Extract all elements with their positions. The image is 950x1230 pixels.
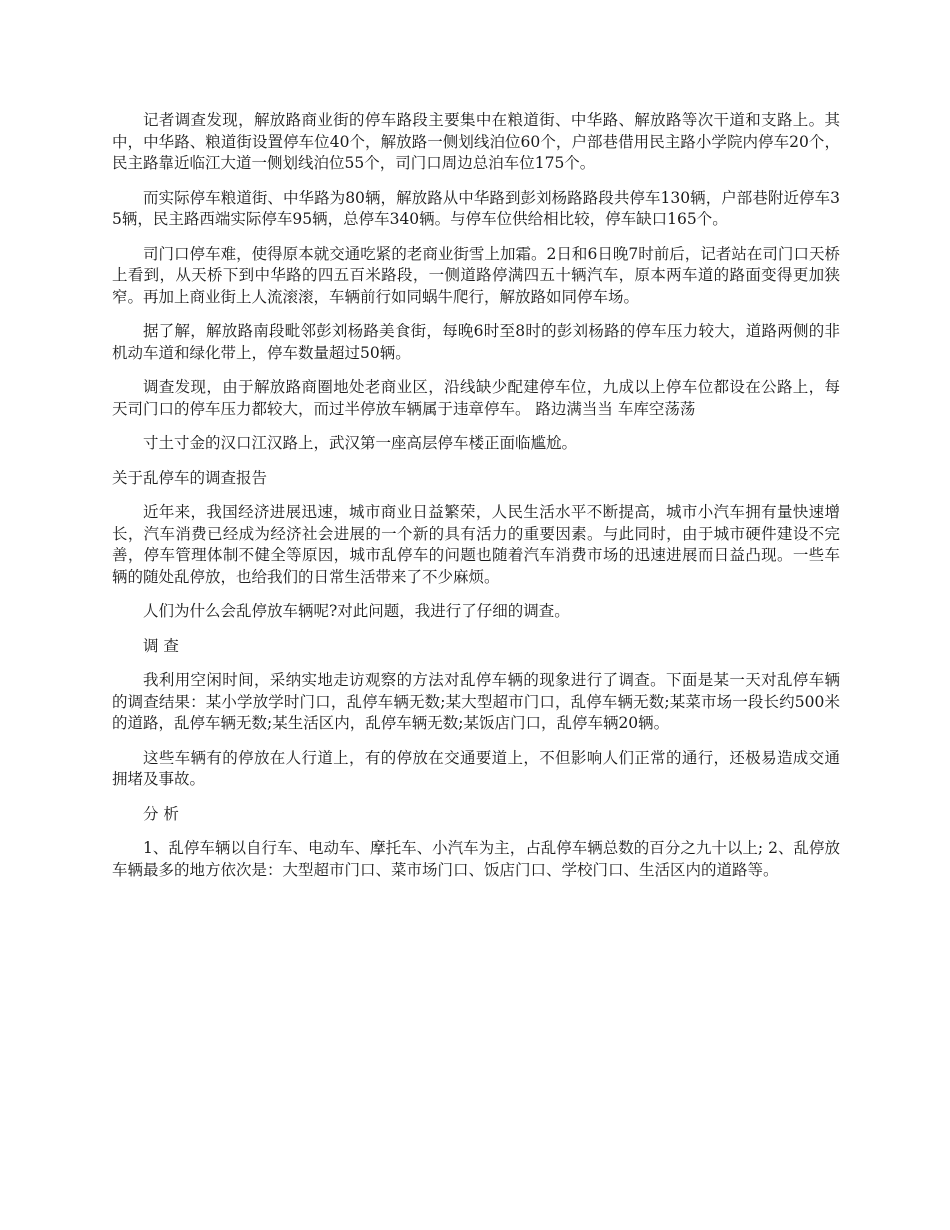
paragraph: 这些车辆有的停放在人行道上，有的停放在交通要道上，不但影响人们正常的通行，还极易造成交通拥堵及事故。	[112, 748, 840, 788]
paragraph: 据了解，解放路南段毗邻彭刘杨路美食街，每晚6时至8时的彭刘杨路的停车压力较大，道路两侧的非机动车道和绿化带上，停车数量超过50辆。	[112, 322, 840, 362]
paragraph: 而实际停车粮道街、中华路为80辆，解放路从中华路到彭刘杨路路段共停车130辆，户部巷附近停车35辆，民主路西端实际停车95辆，总停车340辆。与停车位供给相比较，停车缺口165个。	[112, 188, 840, 228]
paragraph: 人们为什么会乱停放车辆呢?对此问题，我进行了仔细的调查。	[143, 602, 570, 620]
paragraph: 调查发现，由于解放路商圈地处老商业区，沿线缺少配建停车位，九成以上停车位都设在公路上，每天司门口的停车压力都较大，而过半停放车辆属于违章停车。 路边满当当 车库空荡荡	[112, 378, 840, 418]
paragraph: 司门口停车难，使得原本就交通吃紧的老商业街雪上加霜。2日和6日晚7时前后，记者站在司门口天桥上看到，从天桥下到中华路的四五百米路段，一侧道路停满四五十辆汽车，原本两车道的路面变得更加狭窄。再加上商业街上人流滚滚，车辆前行如同蜗牛爬行，解放路如同停车场。	[112, 244, 840, 306]
paragraph: 我利用空闲时间，采纳实地走访观察的方法对乱停车辆的现象进行了调查。下面是某一天对乱停车辆的调查结果：某小学放学时门口，乱停车辆无数;某大型超市门口，乱停车辆无数;某菜市场一段长约500米的道路，乱停车辆无数;某生活区内，乱停车辆无数;某饭店门口，乱停车辆20辆。	[112, 671, 840, 732]
paragraph: 记者调查发现，解放路商业街的停车路段主要集中在粮道街、中华路、解放路等次干道和支路上。其中，中华路、粮道街设置停车位40个，解放路一侧划线泊位60个，户部巷借用民主路小学院内停车20个，民主路靠近临江大道一侧划线泊位55个，司门口周边总泊车位175个。	[112, 111, 840, 172]
section-heading-survey: 调 查	[143, 636, 179, 655]
document-page	[112, 110, 840, 894]
paragraph: 近年来，我国经济进展迅速，城市商业日益繁荣，人民生活水平不断提高，城市小汽车拥有量快速增长，汽车消费已经成为经济社会进展的一个新的具有活力的重要因素。与此同时，由于城市硬件建设不完善，停车管理体制不健全等原因，城市乱停车的问题也随着汽车消费市场的迅速进展而日益凸现。一些车辆的随处乱停放，也给我们的日常生活带来了不少麻烦。	[112, 503, 840, 586]
paragraph: 寸土寸金的汉口江汉路上，武汉第一座高层停车楼正面临尴尬。	[143, 434, 578, 452]
section-heading-analysis: 分 析	[143, 804, 179, 823]
paragraph: 1、乱停车辆以自行车、电动车、摩托车、小汽车为主，占乱停车辆总数的百分之九十以上; 2、乱停放车辆最多的地方依次是：大型超市门口、菜市场门口、饭店门口、学校门口、生活区内的道路等。	[112, 839, 840, 879]
report-title: 关于乱停车的调查报告	[112, 468, 268, 487]
